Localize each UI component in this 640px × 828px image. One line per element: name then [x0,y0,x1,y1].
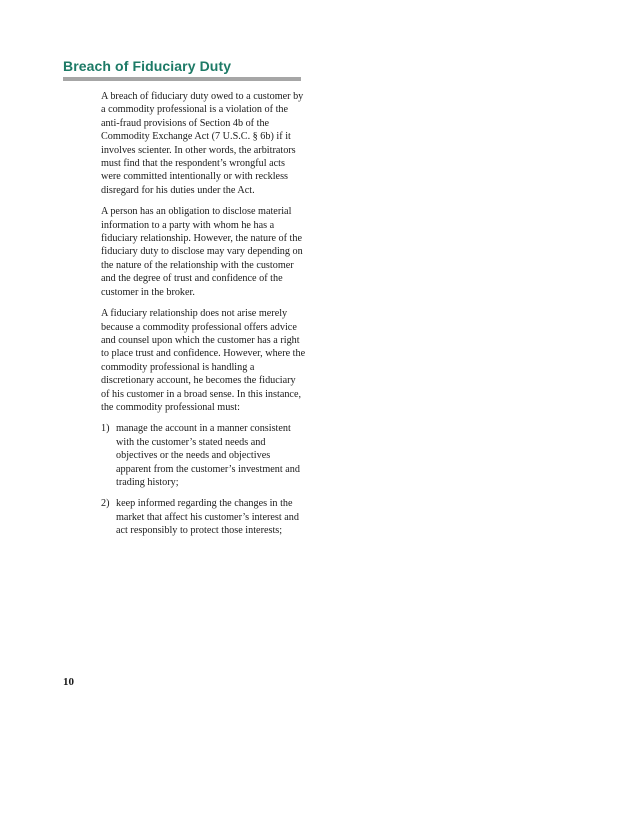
section-heading: Breach of Fiduciary Duty [63,58,232,74]
page-number: 10 [63,676,74,688]
list-number: 1) [101,423,110,435]
heading-rule [63,77,301,81]
list-item [101,422,306,489]
list-item [101,497,306,537]
paragraph: A fiduciary relationship does not arise merely because a commodity professional offers advice and counsel upon which the customer has a right to place trust and confidence. However, where the commodity professional is handling a discretionary account, he becomes the fiduciary of his customer in a broad sense. In this instance, the commodity professional must: [101,308,306,413]
list-text: manage the account in a manner consistent with the customer’s stated needs and objectives or the needs and objectives apparent from the customer’s investment and trading history; [116,423,300,488]
list-text: keep informed regarding the changes in the market that affect his customer’s interest and act responsibly to protect those interests; [116,498,299,537]
list-number: 2) [101,498,110,510]
body-text [101,90,306,546]
paragraph: A person has an obligation to disclose material information to a party with whom he has a fiduciary relationship. However, the nature of the fiduciary duty to disclose may vary depending on the nature of the relationship with the customer and the degree of trust and confidence of the customer in the broker. [101,206,303,298]
paragraph: A breach of fiduciary duty owed to a customer by a commodity professional is a violation of the anti-fraud provisions of Section 4b of the Commodity Exchange Act (7 U.S.C. § 6b) if it involves scienter. In other words, the arbitrators must find that the respondent’s wrongful acts were committed intentionally or with reckless disregard for his duties under the Act. [101,91,304,196]
